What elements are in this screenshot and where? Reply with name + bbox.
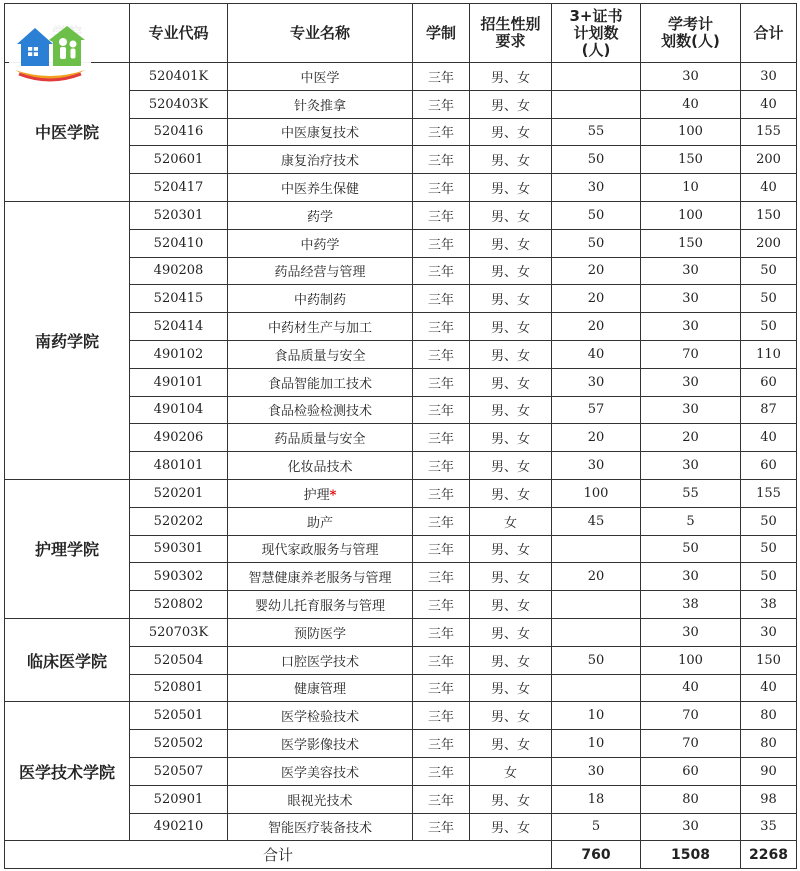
row-total: 200	[741, 229, 797, 257]
gender-requirement: 男、女	[470, 535, 552, 563]
major-name: 康复治疗技术	[228, 146, 413, 174]
gender-requirement: 男、女	[470, 257, 552, 285]
plan-exam: 100	[641, 201, 741, 229]
row-total: 40	[741, 674, 797, 702]
header-gender: 招生性别要求	[470, 4, 552, 63]
major-code: 490101	[130, 368, 228, 396]
plan-exam: 150	[641, 146, 741, 174]
table-row	[5, 618, 797, 646]
summary-row	[5, 841, 797, 869]
plan-exam: 20	[641, 424, 741, 452]
plan-3plus: 50	[552, 229, 641, 257]
enrollment-plan-table	[4, 3, 797, 869]
plan-3plus: 20	[552, 563, 641, 591]
row-total: 50	[741, 535, 797, 563]
enrollment-plan-table-container	[4, 3, 796, 869]
major-name: 健康管理	[228, 674, 413, 702]
row-total: 80	[741, 702, 797, 730]
plan-exam: 38	[641, 591, 741, 619]
plan-exam: 70	[641, 702, 741, 730]
plan-3plus: 20	[552, 313, 641, 341]
duration: 三年	[413, 646, 470, 674]
plan-3plus: 50	[552, 146, 641, 174]
gender-requirement: 男、女	[470, 730, 552, 758]
gender-requirement: 男、女	[470, 174, 552, 202]
gender-requirement: 男、女	[470, 63, 552, 91]
plan-3plus: 20	[552, 257, 641, 285]
major-name: 中药材生产与加工	[228, 313, 413, 341]
plan-3plus: 30	[552, 174, 641, 202]
duration: 三年	[413, 146, 470, 174]
gender-requirement: 男、女	[470, 90, 552, 118]
duration: 三年	[413, 63, 470, 91]
major-name: 食品智能加工技术	[228, 368, 413, 396]
major-code: 490208	[130, 257, 228, 285]
duration: 三年	[413, 257, 470, 285]
row-total: 150	[741, 646, 797, 674]
plan-exam: 40	[641, 674, 741, 702]
major-code: 520501	[130, 702, 228, 730]
plan-exam: 40	[641, 90, 741, 118]
duration: 三年	[413, 591, 470, 619]
duration: 三年	[413, 340, 470, 368]
major-name: 化妆品技术	[228, 452, 413, 480]
plan-exam: 50	[641, 535, 741, 563]
major-name: 医学影像技术	[228, 730, 413, 758]
major-code: 590302	[130, 563, 228, 591]
major-code: 520502	[130, 730, 228, 758]
major-name: 现代家政服务与管理	[228, 535, 413, 563]
duration: 三年	[413, 396, 470, 424]
plan-3plus: 50	[552, 201, 641, 229]
header-duration: 学制	[413, 4, 470, 63]
duration: 三年	[413, 313, 470, 341]
duration: 三年	[413, 452, 470, 480]
row-total: 50	[741, 507, 797, 535]
row-total: 40	[741, 424, 797, 452]
header-code: 专业代码	[130, 4, 228, 63]
plan-exam: 55	[641, 479, 741, 507]
gender-requirement: 男、女	[470, 702, 552, 730]
duration: 三年	[413, 563, 470, 591]
major-code: 520415	[130, 285, 228, 313]
college-name: 南药学院	[5, 201, 130, 479]
plan-exam: 10	[641, 174, 741, 202]
gender-requirement: 男、女	[470, 201, 552, 229]
major-code: 520403K	[130, 90, 228, 118]
row-total: 155	[741, 479, 797, 507]
major-name: 中医学	[228, 63, 413, 91]
major-name: 医学检验技术	[228, 702, 413, 730]
major-code: 520301	[130, 201, 228, 229]
row-total: 150	[741, 201, 797, 229]
major-code: 490104	[130, 396, 228, 424]
table-body	[5, 63, 797, 841]
plan-exam: 100	[641, 646, 741, 674]
major-name: 药品质量与安全	[228, 424, 413, 452]
plan-3plus	[552, 90, 641, 118]
college-name: 中医学院	[5, 63, 130, 202]
plan-3plus	[552, 535, 641, 563]
table-header-row	[5, 4, 797, 63]
plan-3plus: 55	[552, 118, 641, 146]
summary-3plus: 760	[552, 841, 641, 869]
duration: 三年	[413, 757, 470, 785]
header-total: 合计	[741, 4, 797, 63]
duration: 三年	[413, 368, 470, 396]
major-name: 针灸推拿	[228, 90, 413, 118]
major-code: 520401K	[130, 63, 228, 91]
major-code: 490206	[130, 424, 228, 452]
row-total: 35	[741, 813, 797, 841]
gender-requirement: 男、女	[470, 368, 552, 396]
gender-requirement: 男、女	[470, 479, 552, 507]
duration: 三年	[413, 702, 470, 730]
gender-requirement: 男、女	[470, 396, 552, 424]
plan-3plus: 40	[552, 340, 641, 368]
gender-requirement: 男、女	[470, 646, 552, 674]
major-code: 520802	[130, 591, 228, 619]
house-family-logo-icon	[9, 20, 91, 82]
plan-3plus	[552, 674, 641, 702]
major-name: 眼视光技术	[228, 785, 413, 813]
plan-exam: 30	[641, 285, 741, 313]
plan-exam: 150	[641, 229, 741, 257]
row-total: 50	[741, 563, 797, 591]
row-total: 200	[741, 146, 797, 174]
row-total: 50	[741, 285, 797, 313]
header-plan-exam: 学考计划数(人)	[641, 4, 741, 63]
plan-exam: 30	[641, 813, 741, 841]
plan-exam: 5	[641, 507, 741, 535]
summary-exam: 1508	[641, 841, 741, 869]
duration: 三年	[413, 479, 470, 507]
gender-requirement: 女	[470, 757, 552, 785]
major-name	[228, 479, 413, 507]
row-total: 98	[741, 785, 797, 813]
plan-exam: 30	[641, 452, 741, 480]
major-code: 490102	[130, 340, 228, 368]
duration: 三年	[413, 535, 470, 563]
table-row	[5, 479, 797, 507]
major-code: 520416	[130, 118, 228, 146]
plan-exam: 30	[641, 396, 741, 424]
plan-3plus	[552, 618, 641, 646]
summary-label: 合计	[5, 841, 552, 869]
gender-requirement: 男、女	[470, 146, 552, 174]
major-name: 婴幼儿托育服务与管理	[228, 591, 413, 619]
duration: 三年	[413, 118, 470, 146]
major-code: 520901	[130, 785, 228, 813]
major-code: 520414	[130, 313, 228, 341]
header-plan-3plus: 3+证书计划数(人)	[552, 4, 641, 63]
plan-3plus: 45	[552, 507, 641, 535]
row-total: 87	[741, 396, 797, 424]
row-total: 30	[741, 618, 797, 646]
major-code: 520410	[130, 229, 228, 257]
plan-3plus: 57	[552, 396, 641, 424]
row-total: 40	[741, 90, 797, 118]
major-code: 520703K	[130, 618, 228, 646]
gender-requirement: 男、女	[470, 313, 552, 341]
major-name: 智能医疗装备技术	[228, 813, 413, 841]
major-code: 520202	[130, 507, 228, 535]
major-code: 480101	[130, 452, 228, 480]
duration: 三年	[413, 229, 470, 257]
college-name: 临床医学院	[5, 618, 130, 701]
plan-3plus	[552, 63, 641, 91]
plan-3plus: 30	[552, 452, 641, 480]
duration: 三年	[413, 813, 470, 841]
major-name: 中药学	[228, 229, 413, 257]
plan-exam: 30	[641, 63, 741, 91]
gender-requirement: 男、女	[470, 674, 552, 702]
plan-3plus: 10	[552, 702, 641, 730]
row-total: 155	[741, 118, 797, 146]
major-code: 520801	[130, 674, 228, 702]
major-name: 中药制药	[228, 285, 413, 313]
college-name: 护理学院	[5, 479, 130, 618]
duration: 三年	[413, 90, 470, 118]
summary-total: 2268	[741, 841, 797, 869]
plan-3plus: 18	[552, 785, 641, 813]
gender-requirement: 男、女	[470, 591, 552, 619]
major-name: 中医康复技术	[228, 118, 413, 146]
duration: 三年	[413, 507, 470, 535]
plan-exam: 30	[641, 257, 741, 285]
major-name-text: 护理	[303, 487, 330, 503]
gender-requirement: 男、女	[470, 118, 552, 146]
duration: 三年	[413, 730, 470, 758]
row-total: 30	[741, 63, 797, 91]
plan-3plus: 20	[552, 424, 641, 452]
row-total: 60	[741, 368, 797, 396]
duration: 三年	[413, 674, 470, 702]
row-total: 110	[741, 340, 797, 368]
plan-3plus: 10	[552, 730, 641, 758]
table-row	[5, 201, 797, 229]
header-name: 专业名称	[228, 4, 413, 63]
gender-requirement: 男、女	[470, 229, 552, 257]
major-code: 520504	[130, 646, 228, 674]
plan-exam: 60	[641, 757, 741, 785]
plan-exam: 100	[641, 118, 741, 146]
plan-3plus: 100	[552, 479, 641, 507]
duration: 三年	[413, 618, 470, 646]
major-code: 520201	[130, 479, 228, 507]
plan-exam: 30	[641, 563, 741, 591]
major-name: 药学	[228, 201, 413, 229]
college-name: 医学技术学院	[5, 702, 130, 841]
gender-requirement: 男、女	[470, 340, 552, 368]
table-row	[5, 702, 797, 730]
major-name: 药品经营与管理	[228, 257, 413, 285]
gender-requirement: 男、女	[470, 424, 552, 452]
major-name: 智慧健康养老服务与管理	[228, 563, 413, 591]
major-code: 590301	[130, 535, 228, 563]
gender-requirement: 男、女	[470, 452, 552, 480]
row-total: 80	[741, 730, 797, 758]
plan-exam: 30	[641, 313, 741, 341]
gender-requirement: 男、女	[470, 813, 552, 841]
row-total: 50	[741, 257, 797, 285]
plan-exam: 30	[641, 368, 741, 396]
duration: 三年	[413, 285, 470, 313]
row-total: 60	[741, 452, 797, 480]
row-total: 38	[741, 591, 797, 619]
major-name: 助产	[228, 507, 413, 535]
plan-3plus: 5	[552, 813, 641, 841]
major-name: 中医养生保健	[228, 174, 413, 202]
table-row	[5, 63, 797, 91]
row-total: 40	[741, 174, 797, 202]
gender-requirement: 男、女	[470, 285, 552, 313]
gender-requirement: 女	[470, 507, 552, 535]
major-code: 520601	[130, 146, 228, 174]
major-code: 520417	[130, 174, 228, 202]
duration: 三年	[413, 174, 470, 202]
plan-exam: 70	[641, 730, 741, 758]
plan-3plus	[552, 591, 641, 619]
plan-exam: 70	[641, 340, 741, 368]
plan-3plus: 50	[552, 646, 641, 674]
required-star-mark: *	[329, 487, 337, 503]
major-code: 490210	[130, 813, 228, 841]
plan-exam: 80	[641, 785, 741, 813]
major-name: 医学美容技术	[228, 757, 413, 785]
major-name: 食品质量与安全	[228, 340, 413, 368]
plan-exam: 30	[641, 618, 741, 646]
major-name: 口腔医学技术	[228, 646, 413, 674]
duration: 三年	[413, 785, 470, 813]
gender-requirement: 男、女	[470, 563, 552, 591]
plan-3plus: 30	[552, 368, 641, 396]
major-code: 520507	[130, 757, 228, 785]
row-total: 90	[741, 757, 797, 785]
major-name: 食品检验检测技术	[228, 396, 413, 424]
duration: 三年	[413, 424, 470, 452]
plan-3plus: 20	[552, 285, 641, 313]
plan-3plus: 30	[552, 757, 641, 785]
major-name: 预防医学	[228, 618, 413, 646]
duration: 三年	[413, 201, 470, 229]
row-total: 50	[741, 313, 797, 341]
gender-requirement: 男、女	[470, 618, 552, 646]
gender-requirement: 男、女	[470, 785, 552, 813]
